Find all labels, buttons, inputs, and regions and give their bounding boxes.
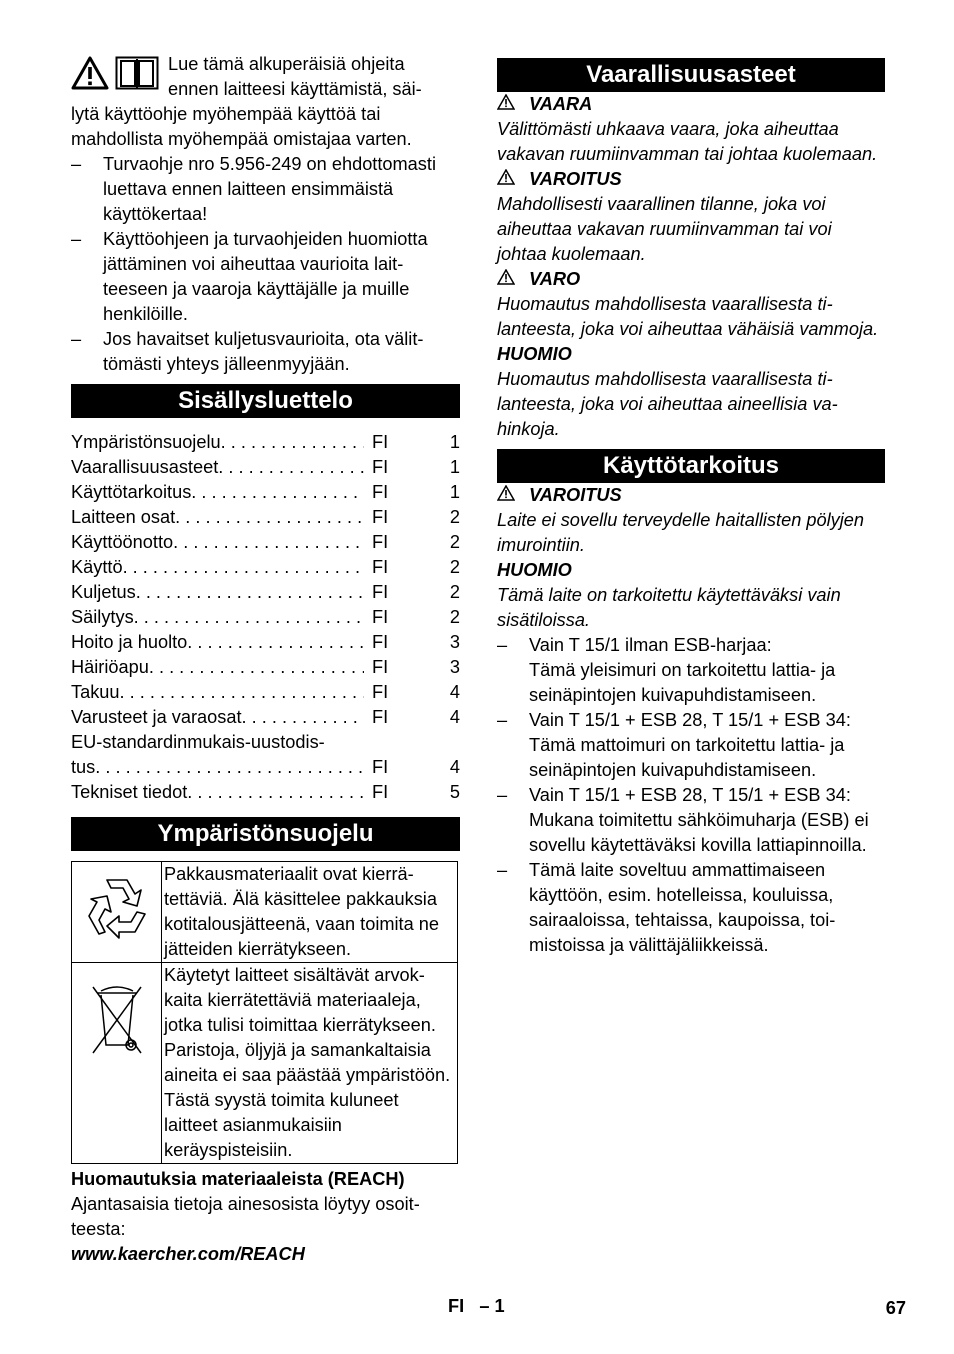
- level-vaara-text: Välittömästi uhkaava vaara, joka aiheuttaa vakavan ruumiinvamman tai johtaa kuolemaan.: [497, 119, 878, 164]
- toc-entry-takuu[interactable]: Takuu . . . FI 4: [71, 680, 460, 705]
- weee-text: Käytetyt laitteet sisältävät arvokkaita kierrätettäviä materiaaleja, jotka tulisi toimittaa kierrätykseen. Paristoja, öljyjä ja samankaltaisia aineita ei saa päästää ympäristöön. Tästä syystä toimita kuluneet laitteet asianmukaisiin keräyspisteisiin.: [162, 963, 458, 1164]
- reach-title: Huomautuksia materiaaleista (REACH): [71, 1169, 405, 1189]
- toc-entry-varusteet[interactable]: Varusteet ja varaosat . . . FI 4: [71, 705, 460, 730]
- intro-icons: [71, 56, 159, 90]
- purpose-note-text: Tämä laite on tarkoitettu käytettäväksi vain sisätiloissa.: [497, 585, 841, 630]
- toc-entry-tekniset-tiedot[interactable]: Tekniset tiedot . . . FI 5: [71, 780, 460, 805]
- intro-rest: lytä käyttöohje myöhempää käyttöä tai mahdollista myöhempää omistajaa varten.: [71, 104, 412, 149]
- weee-cell: [72, 963, 162, 1164]
- table-of-contents: [71, 430, 460, 805]
- toc-entry-laitteen-osat[interactable]: Laitteen osat . . . FI 2: [71, 505, 460, 530]
- toc-entry-hoito-ja-huolto[interactable]: Hoito ja huolto . . . FI 3: [71, 630, 460, 655]
- level-huomio: HUOMIO: [497, 344, 572, 364]
- intro-line-1: Lue tämä alkuperäisiä ohjeita: [168, 54, 405, 74]
- level-varoitus-text: Mahdollisesti vaarallinen tilanne, joka voi aiheuttaa vakavan ruumiinvamman tai voi johtaa kuolemaan.: [497, 194, 832, 264]
- recycle-text: Pakkausmateriaalit ovat kierrätettäviä. Älä käsittelee pakkauksia kotitalousjätteenä, vaan toimita ne jätteiden kierrätykseen.: [162, 862, 458, 963]
- toc-entry-vaarallisuusasteet[interactable]: Vaarallisuusasteet . . . FI 1: [71, 455, 460, 480]
- intro-block: [71, 52, 460, 152]
- list-item: – Turvaohje nro 5.956-249 on ehdottomasti luettava ennen laitteen ensimmäistä käyttökertaa!: [71, 154, 436, 224]
- list-item: – Jos havaitset kuljetusvaurioita, ota välittömästi yhteys jälleenmyyjään.: [71, 329, 424, 374]
- level-varoitus: VAROITUS: [497, 167, 885, 192]
- manual-book-icon: [115, 56, 159, 90]
- toc-entry-ymparistonsuojelu[interactable]: Ympäristönsuojelu . . . FI 1: [71, 430, 460, 455]
- environment-table: [71, 861, 458, 1164]
- list-item: – Tämä laite soveltuu ammattimaiseen käyttöön, esim. hotelleissa, kouluissa, sairaaloissa, tehtaissa, kaupoissa, toimistoissa ja välittäjäliikkeissä.: [497, 860, 836, 955]
- level-vaara: VAARA: [497, 92, 885, 117]
- warning-triangle-icon: [497, 94, 515, 110]
- toc-entry-kayttotarkoitus[interactable]: Käyttötarkoitus . . . FI 1: [71, 480, 460, 505]
- table-row: [72, 862, 458, 963]
- toc-entry-hairioapu[interactable]: Häiriöapu . . . FI 3: [71, 655, 460, 680]
- toc-entry-kayttoonotto[interactable]: Käyttöönotto . . . FI 2: [71, 530, 460, 555]
- toc-entry-sailytys[interactable]: Säilytys . . . FI 2: [71, 605, 460, 630]
- reach-link[interactable]: www.kaercher.com/REACH: [71, 1244, 305, 1264]
- level-varo-text: Huomautus mahdollisesta vaarallisesta tilanteesta, joka voi aiheuttaa vähäisiä vammoja.: [497, 294, 879, 339]
- crossed-bin-icon: [87, 981, 147, 1057]
- danger-heading: Vaarallisuusasteet: [497, 58, 885, 92]
- footer-language-page: FI – 1: [448, 1296, 505, 1316]
- toc-entry-eu-standardi-line1[interactable]: EU-standardinmukais-uustodis-: [71, 732, 325, 752]
- warning-triangle-icon: [497, 169, 515, 185]
- left-column: [71, 52, 460, 1267]
- reach-text: Ajantasaisia tietoja ainesosista löytyy osoitteesta:: [71, 1194, 420, 1239]
- purpose-warning-text: Laite ei sovellu terveydelle haitallisten pölyjen imurointiin.: [497, 510, 865, 555]
- toc-heading: Sisällysluettelo: [71, 384, 460, 418]
- list-item: – Vain T 15/1 + ESB 28, T 15/1 + ESB 34: Tämä mattoimuri on tarkoitettu lattia- ja seinäpintojen kuivapuhdistamiseen.: [497, 710, 851, 780]
- purpose-note-label: HUOMIO: [497, 560, 572, 580]
- toc-entry-kaytto[interactable]: Käyttö . . . FI 2: [71, 555, 460, 580]
- list-item: – Vain T 15/1 + ESB 28, T 15/1 + ESB 34: Mukana toimitettu sähköimuharja (ESB) ei sovellu käytettäväksi kovilla lattiapinnoilla.: [497, 785, 869, 855]
- page-number: 67: [885, 1298, 906, 1318]
- intro-line-2: ennen laitteesi käyttämistä, säi-: [168, 79, 422, 99]
- purpose-heading: Käyttötarkoitus: [497, 449, 885, 483]
- intro-list: [71, 152, 460, 377]
- list-item: – Käyttöohjeen ja turvaohjeiden huomiotta jättäminen voi aiheuttaa vaurioita laitteeseen ja vaaroja käyttäjälle ja muille henkilöille.: [71, 229, 428, 324]
- environment-heading: Ympäristönsuojelu: [71, 817, 460, 851]
- recycle-cell: [72, 862, 162, 963]
- purpose-list: [497, 633, 885, 958]
- recycle-icon: [79, 874, 155, 944]
- level-varo: VARO: [497, 267, 885, 292]
- table-row: [72, 963, 458, 1164]
- toc-entry-kuljetus[interactable]: Kuljetus . . . FI 2: [71, 580, 460, 605]
- purpose-warning: VAROITUS: [497, 483, 885, 508]
- right-column: [497, 58, 885, 958]
- warning-triangle-icon: [497, 485, 515, 501]
- toc-entry-eu-standardi-line2[interactable]: tus . . . FI 4: [71, 755, 460, 780]
- list-item: – Vain T 15/1 ilman ESB-harjaa: Tämä yleisimuri on tarkoitettu lattia- ja seinäpintojen kuivapuhdistamiseen.: [497, 635, 836, 705]
- warning-triangle-icon: [497, 269, 515, 285]
- level-huomio-text: Huomautus mahdollisesta vaarallisesta tilanteesta, joka voi aiheuttaa aineellisia vahinkoja.: [497, 369, 838, 439]
- warning-triangle-icon: [71, 56, 109, 90]
